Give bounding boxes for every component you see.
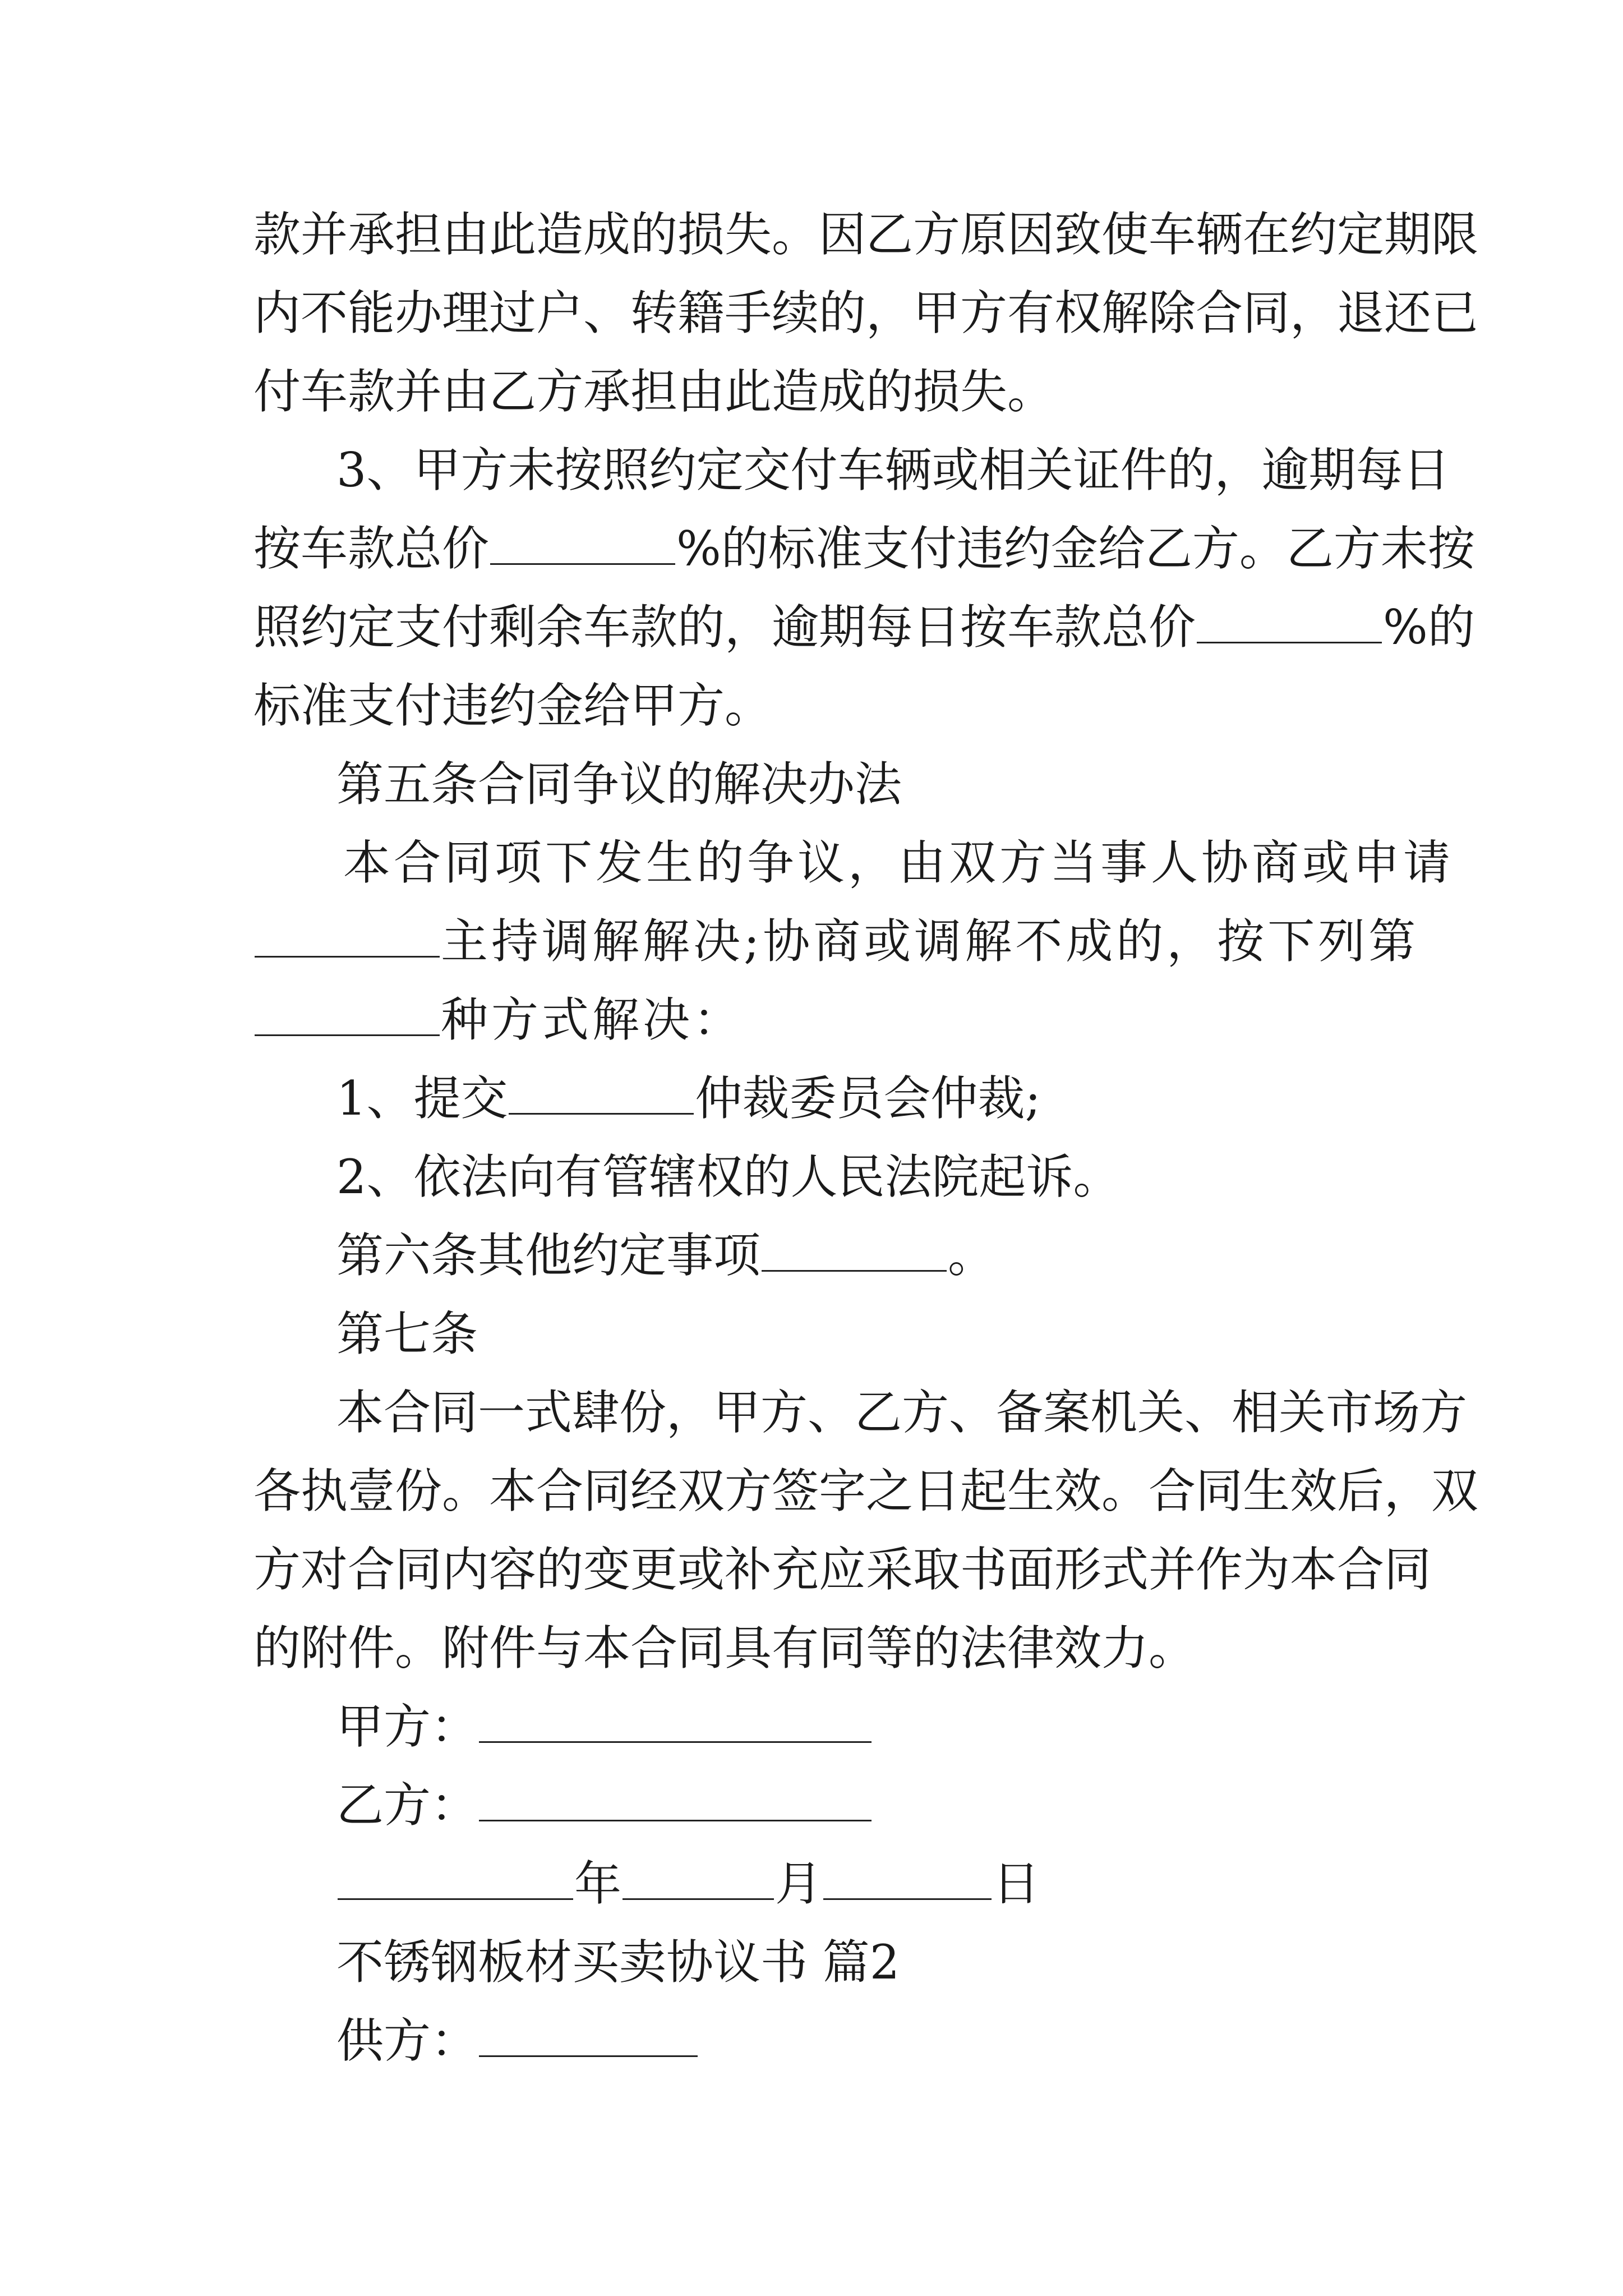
text: 方对合同内容的变更或补充应采取书面形式并作为本合同 [253, 1542, 1432, 1597]
text: 主持调解解决;协商或调解不成的，按下列第 [441, 914, 1419, 969]
text: 3、甲方未按照约定交付车辆或相关证件的，逾期每日 [336, 443, 1450, 498]
paragraph-line [253, 206, 1478, 263]
text: 内不能办理过户、转籍手续的，甲方有权解除合同，退还已 [253, 286, 1479, 341]
paragraph-line [253, 521, 1475, 577]
date-line [336, 1856, 1040, 1912]
day-blank [823, 1857, 992, 1900]
text: 日 [993, 1856, 1040, 1911]
fill-in-blank [762, 1228, 947, 1272]
text: 甲方： [336, 1699, 478, 1754]
paragraph-line [253, 1620, 1196, 1676]
article-heading [336, 756, 902, 812]
clause-3-line [336, 442, 1450, 498]
paragraph-line [253, 678, 772, 734]
text: 供方： [336, 2013, 478, 2068]
text: 年 [574, 1856, 622, 1911]
text: 本合同项下发生的争议，由双方当事人协商或申请 [343, 835, 1454, 890]
text: 付车款并由乙方承担由此造成的损失。 [253, 364, 1055, 419]
text: 第六条其他约定事项 [336, 1228, 761, 1283]
text: 仲裁委员会仲裁; [695, 1071, 1041, 1126]
party-a-signature-line [336, 1699, 873, 1755]
text: %的 [1383, 600, 1475, 655]
text: 款并承担由此造成的损失。因乙方原因致使车辆在约定期限 [253, 207, 1479, 262]
text: 按车款总价 [253, 521, 490, 576]
text: 各执壹份。本合同经双方签字之日起生效。合同生效后，双 [253, 1464, 1479, 1519]
text: 2、依法向有管辖权的人民法院起诉。 [336, 1149, 1121, 1204]
text: 月 [775, 1856, 823, 1911]
year-blank [338, 1857, 573, 1900]
list-item [336, 1070, 1041, 1126]
party-b-signature-line [336, 1777, 873, 1833]
paragraph-line [253, 913, 1419, 969]
month-blank [623, 1857, 774, 1900]
text: 第五条合同争议的解决办法 [336, 757, 902, 812]
fill-in-blank [479, 2014, 698, 2057]
paragraph-line [253, 992, 744, 1048]
text: 乙方： [336, 1778, 478, 1833]
fill-in-blank [1197, 600, 1382, 643]
paragraph-line [253, 1463, 1478, 1519]
paragraph-line [253, 599, 1475, 655]
text: 本合同一式肆份，甲方、乙方、备案机关、相关市场方 [336, 1385, 1468, 1440]
text: 种方式解决： [441, 992, 744, 1047]
fill-in-blank [509, 1071, 694, 1115]
text: 第七条 [336, 1306, 478, 1361]
paragraph-line [253, 285, 1478, 341]
text: 1、提交 [336, 1071, 508, 1126]
fill-in-blank [255, 914, 440, 958]
text: 不锈钢板材买卖协议书 篇2 [336, 1935, 900, 1990]
list-item [336, 1149, 1120, 1205]
section-title [336, 1934, 900, 1990]
paragraph-line [253, 364, 1054, 420]
text: 标准支付违约金给甲方。 [253, 678, 772, 733]
fill-in-blank [479, 1778, 872, 1821]
paragraph-line [336, 1384, 1467, 1441]
article-heading [336, 1306, 478, 1362]
text: 。 [948, 1228, 995, 1283]
text: %的标准支付违约金给乙方。乙方未按 [676, 521, 1475, 576]
article-heading [336, 1227, 995, 1283]
fill-in-blank [490, 522, 675, 565]
fill-in-blank [479, 1700, 872, 1743]
supplier-line [336, 2013, 699, 2069]
paragraph-line [253, 1542, 1431, 1598]
fill-in-blank [255, 993, 440, 1036]
text: 照约定支付剩余车款的，逾期每日按车款总价 [253, 600, 1196, 655]
paragraph-line [343, 835, 1454, 891]
text: 的附件。附件与本合同具有同等的法律效力。 [253, 1621, 1196, 1676]
